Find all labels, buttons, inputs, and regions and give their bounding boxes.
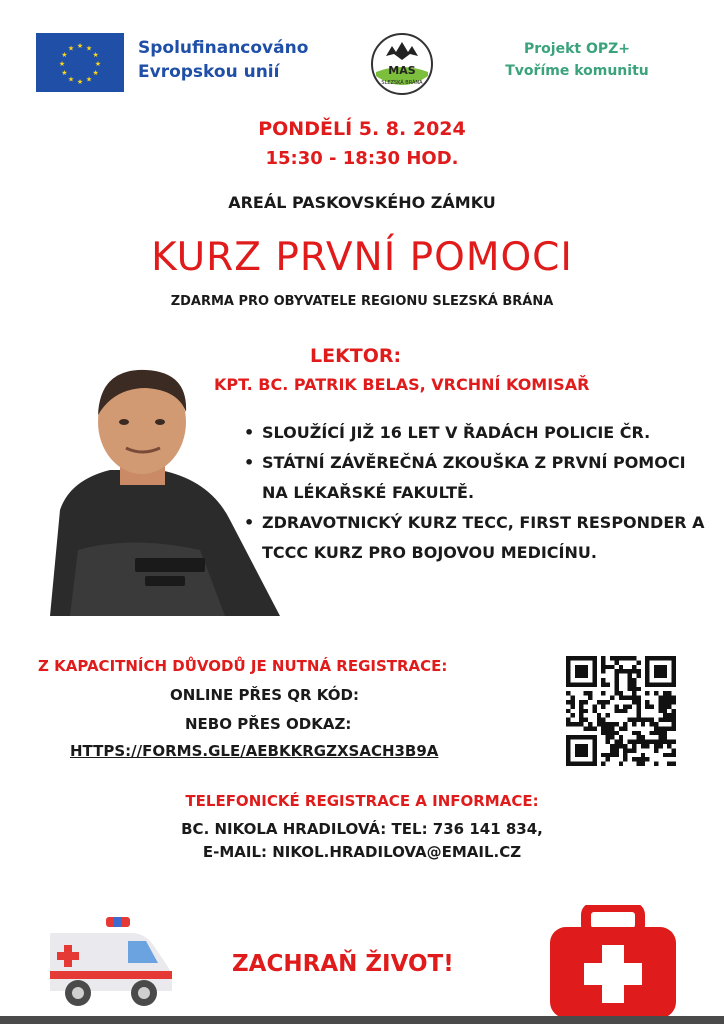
slogan: ZACHRAŇ ŽIVOT! [232, 951, 454, 977]
svg-text:★: ★ [76, 78, 84, 86]
eu-line-2: Evropskou unií [138, 62, 280, 82]
registration-url-link[interactable]: HTTPS://FORMS.GLE/AEBKKRGZXSACH3B9A [70, 742, 439, 760]
registration-link-line: NEBO PŘES ODKAZ: [185, 715, 352, 733]
phone-contact-line: BC. NIKOLA HRADILOVÁ: TEL: 736 141 834, [181, 820, 543, 838]
opz-line-1: Projekt OPZ+ [524, 41, 630, 57]
event-subtitle: ZDARMA PRO OBYVATELE REGIONU SLEZSKÁ BRÁNA [170, 294, 554, 309]
registration-heading: Z KAPACITNÍCH DŮVODŮ JE NUTNÁ REGISTRACE: [38, 657, 448, 675]
qr-code-icon[interactable] [566, 656, 676, 766]
svg-text:★: ★ [85, 44, 93, 53]
list-item: • ZDRAVOTNICKÝ KURZ TECC, FIRST RESPONDER A TCCC KURZ PRO BOJOVOU MEDICÍNU. [240, 508, 710, 568]
event-time: 15:30 - 18:30 HOD. [265, 148, 459, 169]
svg-text:★: ★ [94, 60, 102, 68]
first-aid-kit-icon [548, 905, 678, 1018]
lecturer-credentials-list [240, 418, 710, 568]
event-venue: AREÁL PASKOVSKÉHO ZÁMKU [228, 193, 496, 212]
list-item: • STÁTNÍ ZÁVĚREČNÁ ZKOUŠKA Z PRVNÍ POMOCI NA LÉKAŘSKÉ FAKULTĚ. [240, 448, 710, 508]
list-item: • SLOUŽÍCÍ JIŽ 16 LET V ŘADÁCH POLICIE ČR. [240, 418, 710, 448]
svg-text:★: ★ [92, 51, 99, 59]
svg-text:★: ★ [58, 60, 66, 68]
opz-project-text [487, 38, 667, 82]
event-title: KURZ PRVNÍ POMOCI [151, 235, 573, 280]
bottom-bar [0, 1016, 724, 1024]
ambulance-icon [46, 915, 174, 1011]
svg-text:★: ★ [67, 44, 75, 53]
svg-text:★: ★ [92, 69, 99, 77]
event-date: PONDĚLÍ 5. 8. 2024 [258, 118, 466, 140]
eu-line-1: Spolufinancováno [138, 38, 309, 58]
svg-text:★: ★ [67, 75, 75, 84]
lecturer-name: KPT. BC. PATRIK BELAS, VRCHNÍ KOMISAŘ [214, 375, 590, 394]
registration-qr-line: ONLINE PŘES QR KÓD: [170, 686, 359, 704]
mas-logo-icon [370, 32, 434, 96]
eu-flag-icon [36, 33, 124, 92]
lecturer-label: LEKTOR: [310, 345, 402, 367]
svg-text:★: ★ [61, 51, 68, 59]
svg-text:★: ★ [85, 75, 93, 84]
svg-text:★: ★ [76, 42, 84, 50]
phone-registration-heading: TELEFONICKÉ REGISTRACE A INFORMACE: [185, 792, 539, 810]
mas-logo-text: MAS [388, 64, 416, 77]
eu-cofinancing-text [138, 36, 308, 84]
mas-logo-subtext: SLEZSKÁ BRÁNA [381, 80, 423, 86]
opz-line-2: Tvoříme komunitu [505, 63, 649, 79]
svg-text:★: ★ [61, 69, 68, 77]
email-contact-line: E-MAIL: NIKOL.HRADILOVA@EMAIL.CZ [202, 843, 522, 861]
